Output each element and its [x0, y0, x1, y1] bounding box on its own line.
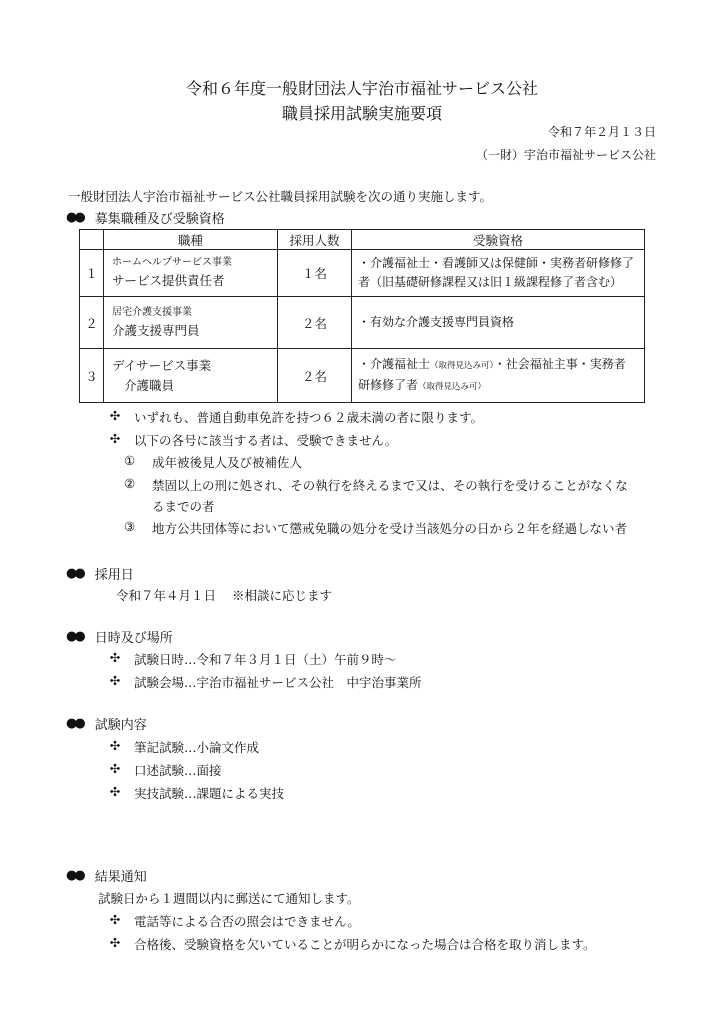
document-subtitle: 職員採用試験実施要項 — [281, 104, 442, 123]
hire-date-line — [116, 586, 332, 604]
hire-count: ２名 — [278, 297, 352, 349]
bullet-icon: ✣ — [109, 784, 121, 799]
table-header-cell: 受験資格 — [352, 230, 645, 250]
qualification-note: （取得見込み可） — [418, 381, 487, 392]
job-title: サービス提供責任者 — [112, 273, 225, 288]
hire-count: ２名 — [278, 349, 352, 403]
qualification-line: ・介護福祉士・看護師又は保健師・実務者研修修了 — [358, 256, 635, 270]
disqualification-item — [124, 453, 302, 471]
result-note: 合格後、受験資格を欠いていることが明らかになった場合は合格を取り消します。 — [134, 937, 596, 952]
table-row — [80, 250, 645, 297]
disqualification-item — [124, 476, 628, 494]
document-title: 令和６年度一般財団法人宇治市福祉サービス公社 — [185, 79, 538, 98]
result-note: 電話等による合否の照会はできません。 — [134, 914, 360, 929]
item-text: 地方公共団体等において懲戒免職の処分を受け当該処分の日から２年を経過しない者 — [152, 521, 628, 536]
exam-text: 実技試験…課題による実技 — [134, 786, 285, 801]
note-item — [108, 431, 397, 449]
section-hire-date-heading — [66, 564, 134, 583]
job-cell — [104, 250, 278, 297]
recruitment-table — [79, 229, 645, 403]
section-title: 結果通知 — [94, 870, 147, 885]
qualification-cell — [352, 349, 645, 403]
exam-item — [108, 738, 259, 756]
qualification-cell — [352, 250, 645, 297]
table-header-cell: 職種 — [104, 230, 278, 250]
document-date: 令和７年２月１３日 — [547, 125, 656, 139]
bullet-icon: ✣ — [109, 912, 121, 927]
table-row — [80, 349, 645, 403]
row-number: ２ — [80, 297, 104, 349]
qualification-text: ・介護福祉士 — [358, 356, 431, 371]
job-title: 介護職員 — [124, 377, 175, 393]
section-marker-icon: ●● — [66, 868, 83, 883]
hire-date-note: ※相談に応じます — [232, 588, 333, 603]
qualification-line: ・有効な介護支援専門員資格 — [358, 315, 515, 329]
section-marker-icon: ●● — [66, 629, 83, 644]
section-exam-content-heading — [66, 714, 147, 733]
table-row — [80, 297, 645, 349]
exam-text: 口述試験…面接 — [134, 763, 222, 778]
department-label: 居宅介護支援事業 — [112, 306, 192, 318]
section-title: 日時及び場所 — [94, 631, 173, 646]
department-label: ホームヘルプサービス事業 — [112, 257, 232, 268]
qualification-text: 研修修了者 — [358, 377, 419, 392]
exam-item — [108, 784, 284, 802]
intro-text: 一般財団法人宇治市福祉サービス公社職員採用試験を次の通り実施します。 — [68, 189, 493, 204]
job-title: 介護支援専門員 — [112, 322, 200, 338]
section-result-heading — [66, 866, 147, 885]
bullet-icon: ✣ — [109, 673, 121, 688]
section-schedule-heading — [66, 627, 173, 646]
hire-date: 令和７年４月１日 — [116, 588, 217, 603]
section-marker-icon: ●● — [66, 210, 83, 225]
result-text: 試験日から１週間以内に郵送にて通知します。 — [98, 891, 360, 906]
exam-item — [108, 761, 222, 779]
result-item — [108, 935, 596, 953]
department-label: デイサービス事業 — [112, 357, 212, 373]
qualification-note: （取得見込み可） — [430, 360, 494, 371]
schedule-text: 試験会場…宇治市福祉サービス公社 中宇治事業所 — [134, 675, 422, 690]
disqualification-item — [124, 519, 627, 537]
row-number: １ — [80, 250, 104, 297]
bullet-icon: ✣ — [109, 408, 121, 423]
note-text: 以下の各号に該当する者は、受験できません。 — [134, 433, 398, 448]
bullet-icon: ✣ — [109, 935, 121, 950]
item-number: ② — [124, 476, 136, 491]
table-header-cell: 採用人数 — [278, 230, 352, 250]
table-header-row — [80, 230, 645, 250]
qualification-line — [358, 355, 638, 376]
section-marker-icon: ●● — [66, 716, 83, 731]
bullet-icon: ✣ — [109, 431, 121, 446]
section-title: 採用日 — [94, 568, 134, 583]
item-text: 禁固以上の刑に処され、その執行を終えるまで又は、その執行を受けることがなくな — [152, 478, 628, 493]
schedule-text: 試験日時…令和７年３月１日（土）午前９時～ — [134, 652, 397, 667]
schedule-item — [108, 650, 397, 668]
qualification-text: ・社会福祉主事・実務者 — [493, 356, 626, 371]
disqualification-continuation: るまでの者 — [152, 499, 215, 514]
result-item — [108, 912, 360, 930]
qualification-line: 者（旧基礎研修課程又は旧１級課程修了者含む） — [358, 275, 623, 289]
exam-text: 筆記試験…小論文作成 — [134, 740, 260, 755]
item-number: ③ — [124, 519, 136, 534]
item-text: 成年被後見人及び被補佐人 — [152, 455, 303, 470]
note-item — [108, 408, 483, 426]
row-number: ３ — [80, 349, 104, 403]
item-number: ① — [124, 453, 136, 468]
bullet-icon: ✣ — [109, 761, 121, 776]
qualification-cell — [352, 297, 645, 349]
qualification-line — [358, 376, 638, 397]
bullet-icon: ✣ — [109, 738, 121, 753]
section-title: 募集職種及び受験資格 — [94, 212, 225, 227]
section-recruitment-heading — [66, 208, 225, 227]
table-header-cell — [80, 230, 104, 250]
section-title: 試験内容 — [94, 718, 147, 733]
issuer: （一財）宇治市福祉サービス公社 — [475, 148, 656, 162]
job-cell — [104, 349, 278, 403]
job-cell — [104, 297, 278, 349]
schedule-item — [108, 673, 422, 691]
hire-count: １名 — [278, 250, 352, 297]
section-marker-icon: ●● — [66, 566, 83, 581]
bullet-icon: ✣ — [109, 650, 121, 665]
note-text: いずれも、普通自動車免許を持つ６２歳未満の者に限ります。 — [134, 410, 484, 425]
